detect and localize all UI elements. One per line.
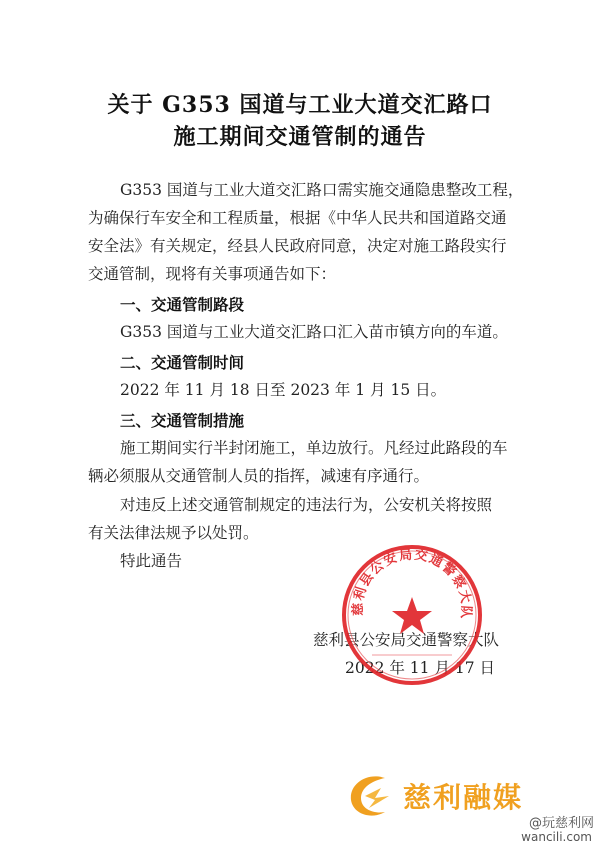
section-measures-line1: 施工期间实行半封闭施工，单边放行。凡经过此路段的车 — [120, 439, 508, 457]
notice-title-line1: 关于 G353 国道与工业大道交汇路口 — [107, 92, 493, 118]
intro-line4: 交通管制，现将有关事项通告如下： — [88, 265, 337, 283]
seal-star-icon — [392, 597, 432, 634]
intro-line2: 为确保行车安全和工程质量，根据《中华人民共和国道路交通 — [88, 209, 507, 227]
section-heading-route: 一、交通管制路段 — [120, 295, 245, 314]
watermark-site: wancili.com — [521, 830, 592, 844]
signature-date: 2022 年 11 月 17 日 — [345, 659, 496, 677]
penalty-line1: 对违反上述交通管制规定的违法行为，公安机关将按照 — [120, 496, 493, 514]
signature-org: 慈利县公安局交通警察大队 — [313, 631, 500, 649]
section-route-text: G353 国道与工业大道交汇路口汇入苗市镇方向的车道。 — [120, 323, 508, 341]
closing-text: 特此通告 — [120, 552, 183, 570]
seal-graphic — [342, 545, 482, 685]
official-seal — [342, 545, 482, 685]
section-heading-time: 二、交通管制时间 — [120, 353, 245, 372]
intro-line3: 安全法》有关规定，经县人民政府同意，决定对施工路段实行 — [88, 237, 507, 255]
watermark-handle: @玩慈利网 — [528, 816, 594, 831]
notice-title-line2: 施工期间交通管制的通告 — [173, 124, 427, 150]
seal-text: 慈利县公安局交通警察大队 — [350, 547, 474, 621]
penalty-line2: 有关法律法规予以处罚。 — [88, 524, 259, 542]
section-measures-line2: 辆必须服从交通管制人员的指挥，减速有序通行。 — [88, 467, 430, 485]
section-heading-measures: 三、交通管制措施 — [120, 411, 245, 430]
section-time-text: 2022 年 11 月 18 日至 2023 年 1 月 15 日。 — [120, 381, 447, 399]
intro-line1: G353 国道与工业大道交汇路口需实施交通隐患整改工程， — [120, 181, 524, 199]
logo-text: 慈利融媒 — [403, 781, 524, 814]
logo-mark-icon — [345, 770, 397, 820]
